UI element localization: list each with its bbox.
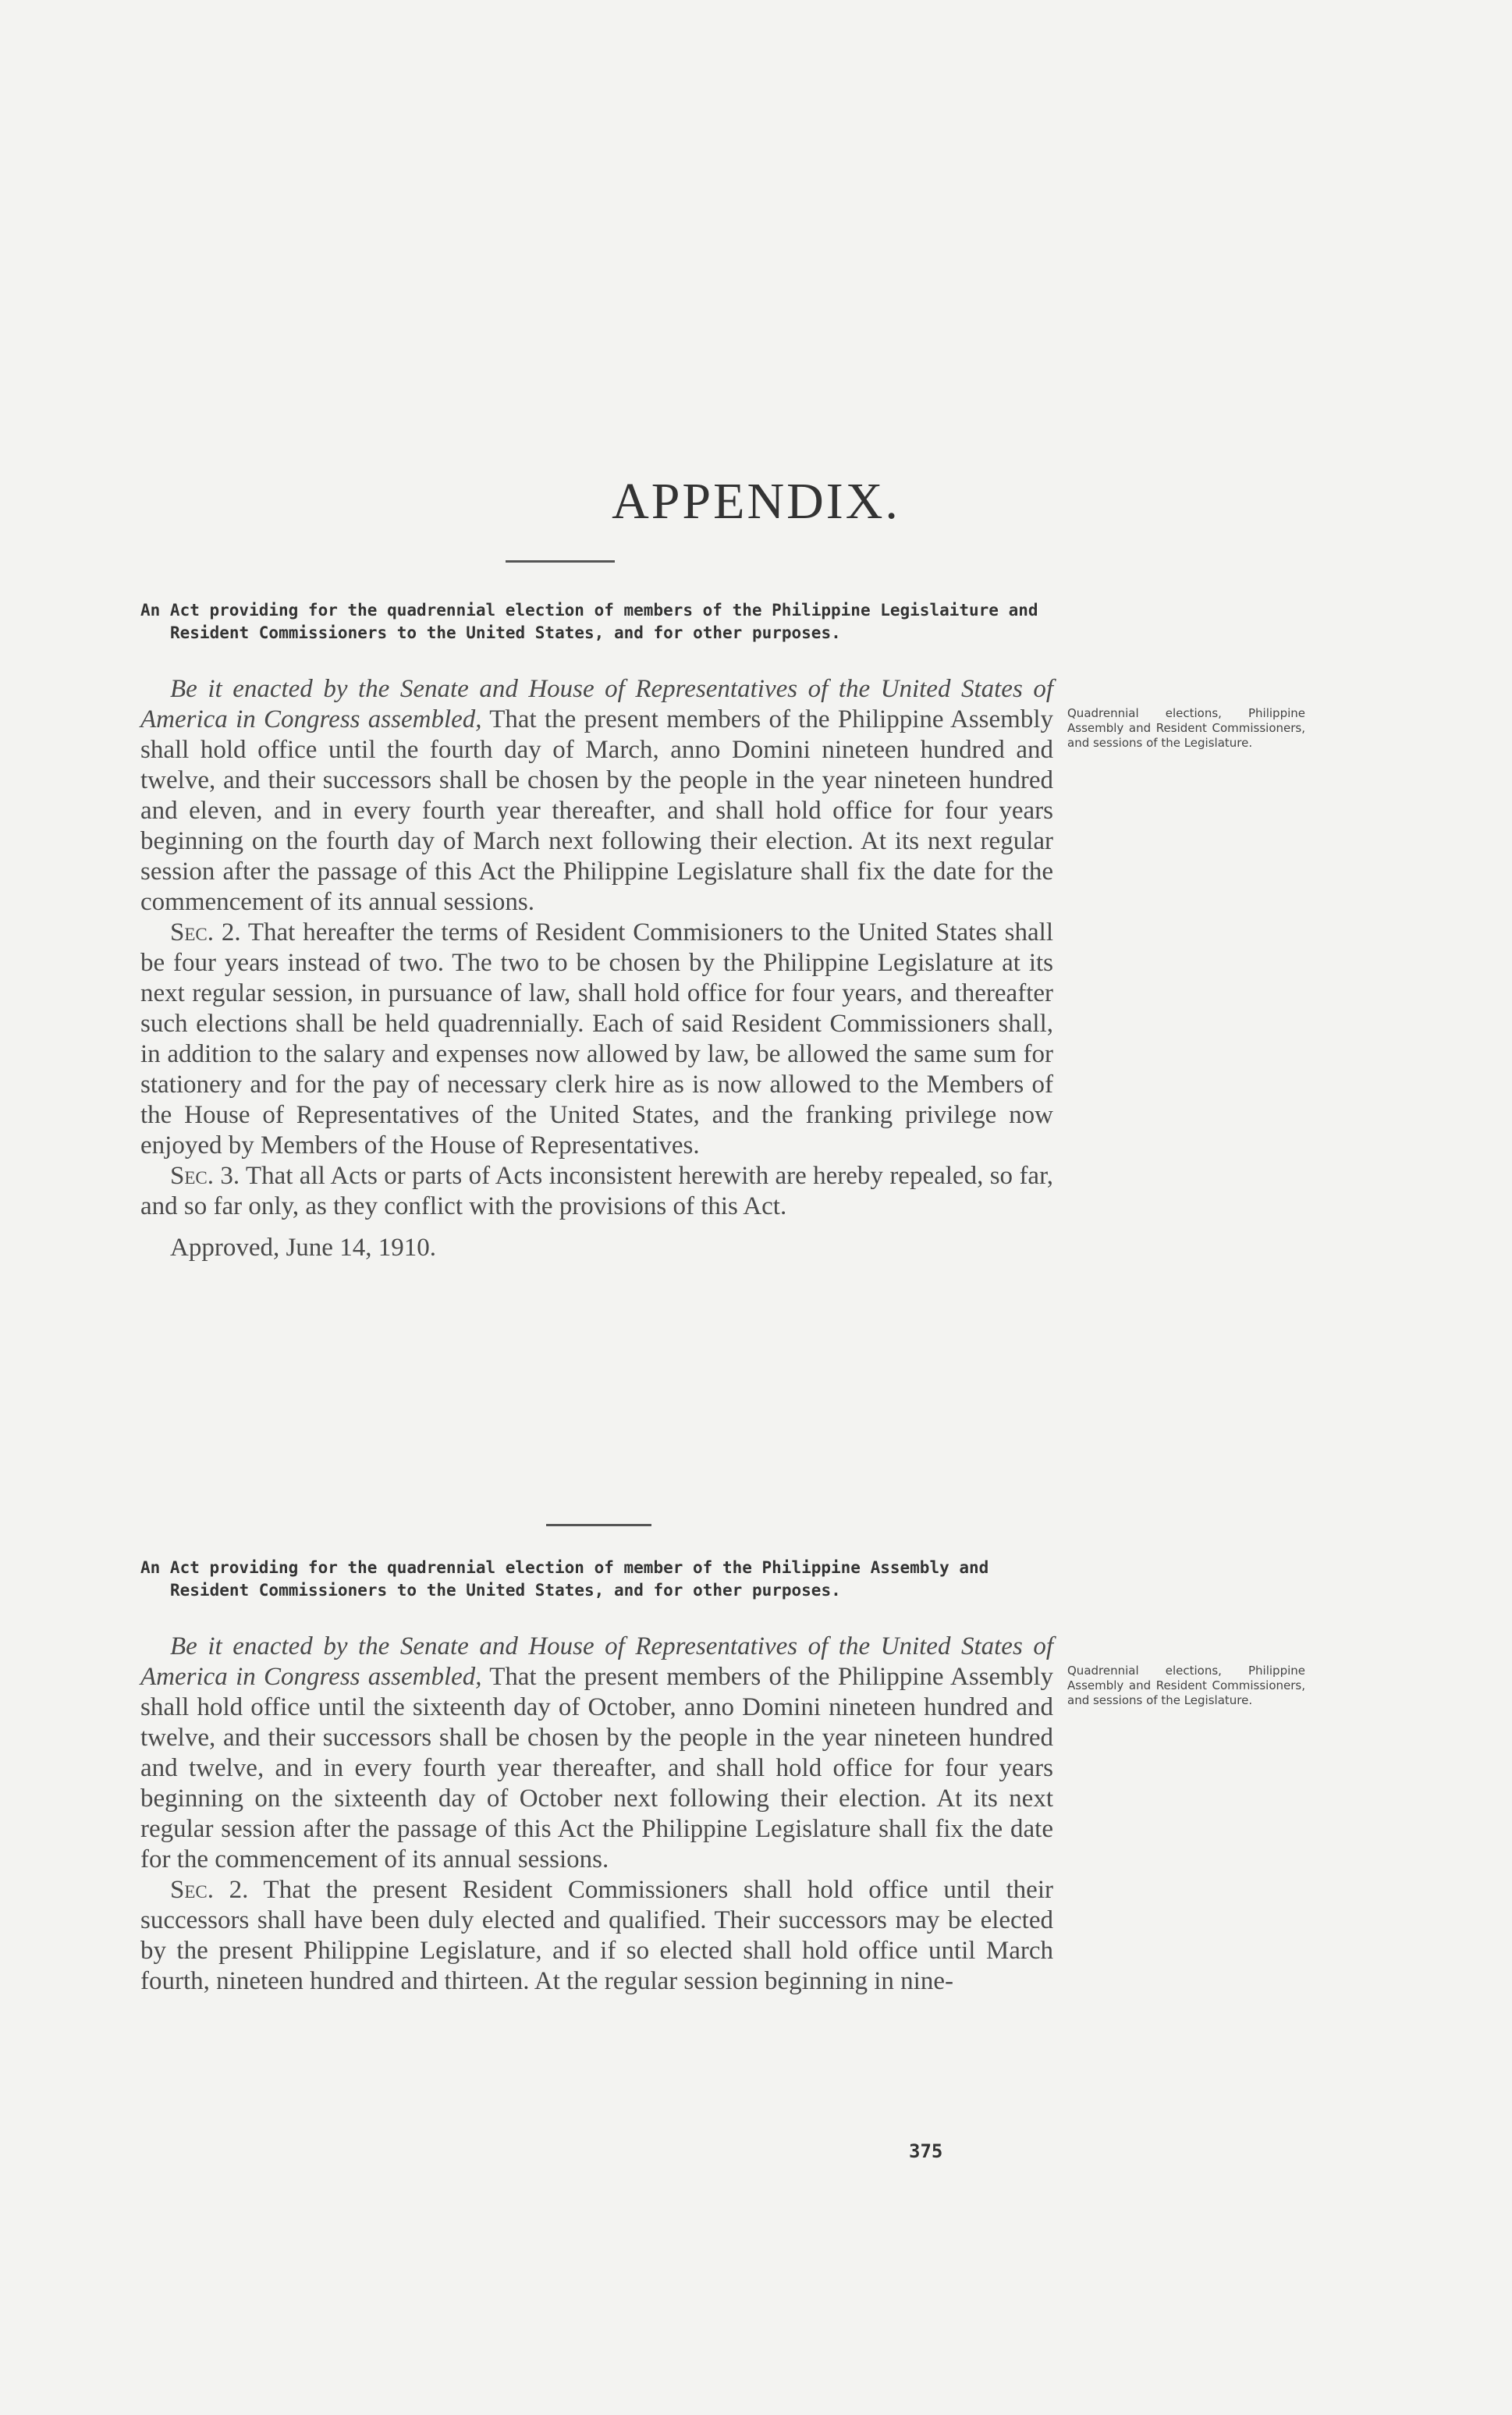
act-1-approved: Approved, June 14, 1910. [170, 1234, 436, 1262]
act-2-body [140, 1632, 1053, 1997]
act-1-section-2 [140, 918, 1053, 1161]
act-2-heading: An Act providing for the quadrennial election of member of the Philippine Assembly and Resident Commissioners to the United States, and for other purposes. [140, 1558, 989, 1600]
act-divider [546, 1524, 651, 1526]
page-number: 375 [909, 2140, 943, 2162]
act-1-section-3 [140, 1161, 1053, 1222]
act-1-body [140, 674, 1053, 1263]
act-2-section-1 [140, 1632, 1053, 1875]
act-2 [140, 1557, 1053, 1997]
act-1-sec3-label: Sec. 3. [170, 1162, 240, 1190]
act-1-section-1 [140, 674, 1053, 918]
act-2-sec2-label: Sec. 2. [170, 1876, 249, 1904]
act-1-enacting-clause: Be it enacted by the Senate and House of Representatives of the United States of America in Congress assembled, [140, 675, 1053, 733]
act-2-margin-note: Quadrennial elections, Philippine Assembly and Resident Commissioners, and sessions of the Legislature. [1067, 1664, 1305, 1707]
act-2-enacting-clause: Be it enacted by the Senate and House of Representatives of the United States of America in Congress assembled, [140, 1632, 1053, 1691]
act-1-heading: An Act providing for the quadrennial election of members of the Philippine Legislaiture and Resident Commissioners to the United States, and for other purposes. [140, 601, 1038, 642]
act-1 [140, 599, 1053, 1263]
page-title: APPENDIX. [612, 473, 900, 530]
act-2-section-1-text: That the present members of the Philippine Assembly shall hold office until the sixteenth day of October, anno Domini nineteen hundred and twelve, and their successors shall be chosen by the people in the year nineteen hundred and twelve, and in every fourth year thereafter, and shall hold office for four years beginning on the sixteenth day of October next following their election. At its next regular session after the passage of this Act the Philippine Legislature shall fix the date for the commencement of its annual sessions. [140, 1663, 1054, 1873]
act-1-sec3-text: That all Acts or parts of Acts inconsistent herewith are hereby repealed, so far, and so far only, as they conflict with the provisions of this Act. [140, 1162, 1053, 1220]
act-1-sec2-text: That hereafter the terms of Resident Commisioners to the United States shall be four years instead of two. The two to be chosen by the Philippine Legislature at its next regular session, in pursuance of law, shall hold office for four years, and thereafter such elections shall be held quadrennially. Each of said Resident Commissioners shall, in addition to the salary and expenses now allowed by law, be allowed the same sum for stationery and for the pay of necessary clerk hire as is now allowed to the Members of the House of Representatives of the United States, and the franking privilege now enjoyed by Members of the House of Representatives. [140, 918, 1053, 1160]
act-1-margin-note: Quadrennial elections, Philippine Assembly and Resident Commissioners, and sessions of the Legislature. [1067, 706, 1305, 750]
act-1-section-1-text: That the present members of the Philippine Assembly shall hold office until the fourth day of March, anno Domini nineteen hundred and twelve, and their successors shall be chosen by the people in the year nineteen hundred and eleven, and in every fourth year thereafter, and shall hold office for four years beginning on the fourth day of March next following their election. At its next regular session after the passage of this Act the Philippine Legislature shall fix the date for the commencement of its annual sessions. [140, 705, 1054, 916]
act-2-sec2-text: That the present Resident Commissioners shall hold office until their successors shall have been duly elected and qualified. Their successors may be elected by the present Philippine Legislature, and if so elected shall hold office until March fourth, nineteen hundred and thirteen. At the regular session beginning in nine- [140, 1876, 1053, 1995]
act-2-section-2 [140, 1875, 1053, 1997]
title-divider [506, 560, 615, 563]
act-1-sec2-label: Sec. 2. [170, 918, 241, 946]
